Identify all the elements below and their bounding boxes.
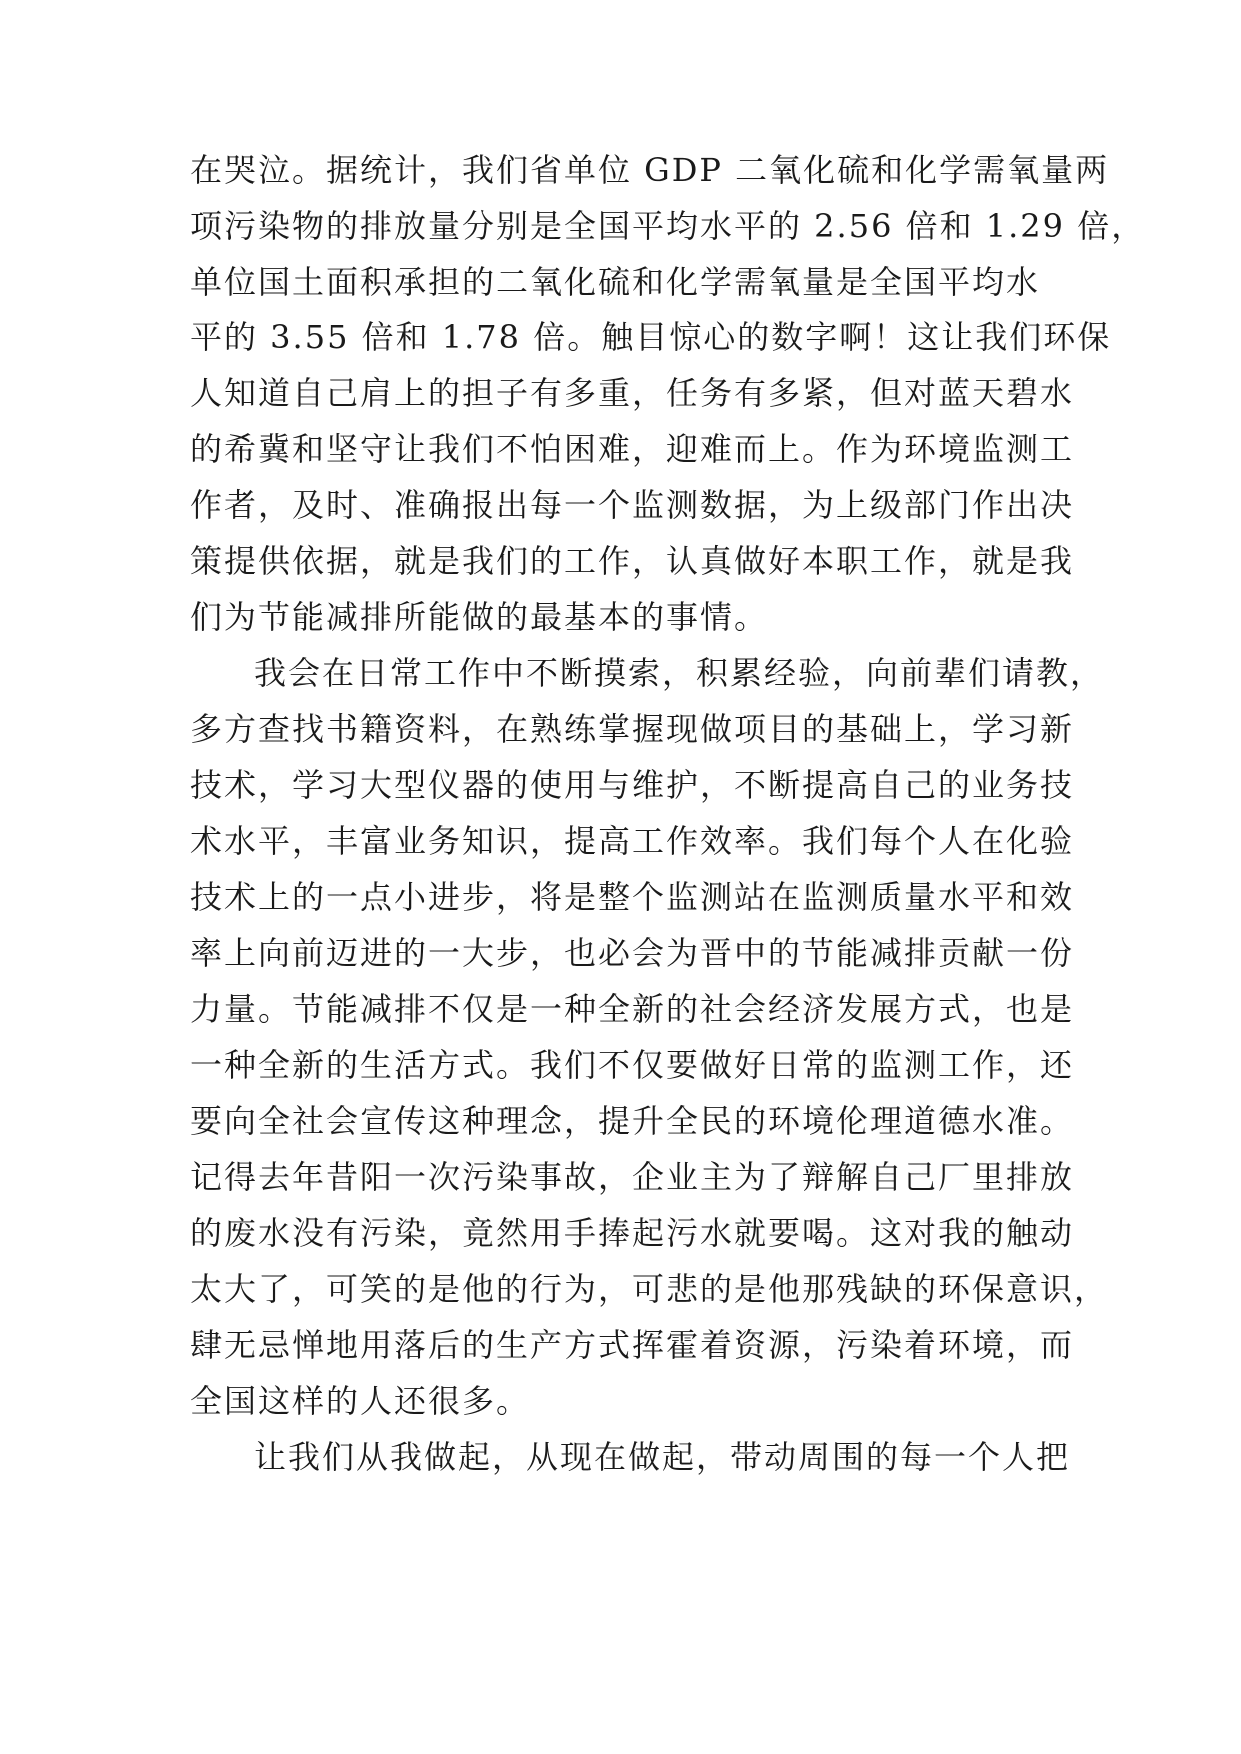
paragraph-first-line: 让我们从我做起，从现在做起，带动周围的每一个人把	[254, 1438, 1071, 1476]
text-line: 项污染物的排放量分别是全国平均水平的 2.56 倍和 1.29 倍，	[190, 207, 1146, 245]
text-line: 率上向前迈进的一大步，也必会为晋中的节能减排贡献一份	[190, 934, 1075, 972]
text-line: 单位国土面积承担的二氧化硫和化学需氧量是全国平均水	[190, 263, 1041, 301]
text-line: 一种全新的生活方式。我们不仅要做好日常的监测工作，还	[190, 1046, 1075, 1084]
text-line: 多方查找书籍资料，在熟练掌握现做项目的基础上，学习新	[190, 710, 1075, 748]
text-line: 们为节能减排所能做的最基本的事情。	[190, 598, 769, 636]
text-line: 人知道自己肩上的担子有多重，任务有多紧，但对蓝天碧水	[190, 374, 1075, 412]
text-line: 全国这样的人还很多。	[190, 1382, 531, 1420]
text-line: 技术上的一点小进步，将是整个监测站在监测质量水平和效	[190, 878, 1075, 916]
text-line: 的废水没有污染，竟然用手捧起污水就要喝。这对我的触动	[190, 1214, 1075, 1252]
text-line: 策提供依据，就是我们的工作，认真做好本职工作，就是我	[190, 542, 1075, 580]
text-line: 的希冀和坚守让我们不怕困难，迎难而上。作为环境监测工	[190, 430, 1075, 468]
text-line: 力量。节能减排不仅是一种全新的社会经济发展方式，也是	[190, 990, 1075, 1028]
text-line: 记得去年昔阳一次污染事故，企业主为了辩解自己厂里排放	[190, 1158, 1075, 1196]
text-line: 太大了，可笑的是他的行为，可悲的是他那残缺的环保意识，	[190, 1270, 1109, 1308]
text-line: 肆无忌惮地用落后的生产方式挥霍着资源，污染着环境，而	[190, 1326, 1075, 1364]
paragraph-first-line: 我会在日常工作中不断摸索，积累经验，向前辈们请教，	[254, 654, 1105, 692]
text-line: 技术，学习大型仪器的使用与维护，不断提高自己的业务技	[190, 766, 1075, 804]
text-line: 术水平，丰富业务知识，提高工作效率。我们每个人在化验	[190, 822, 1075, 860]
text-line: 要向全社会宣传这种理念，提升全民的环境伦理道德水准。	[190, 1102, 1075, 1140]
text-line: 平的 3.55 倍和 1.78 倍。触目惊心的数字啊！这让我们环保	[190, 318, 1112, 356]
text-line: 作者，及时、准确报出每一个监测数据，为上级部门作出决	[190, 486, 1075, 524]
text-line: 在哭泣。据统计，我们省单位 GDP 二氧化硫和化学需氧量两	[190, 151, 1110, 189]
